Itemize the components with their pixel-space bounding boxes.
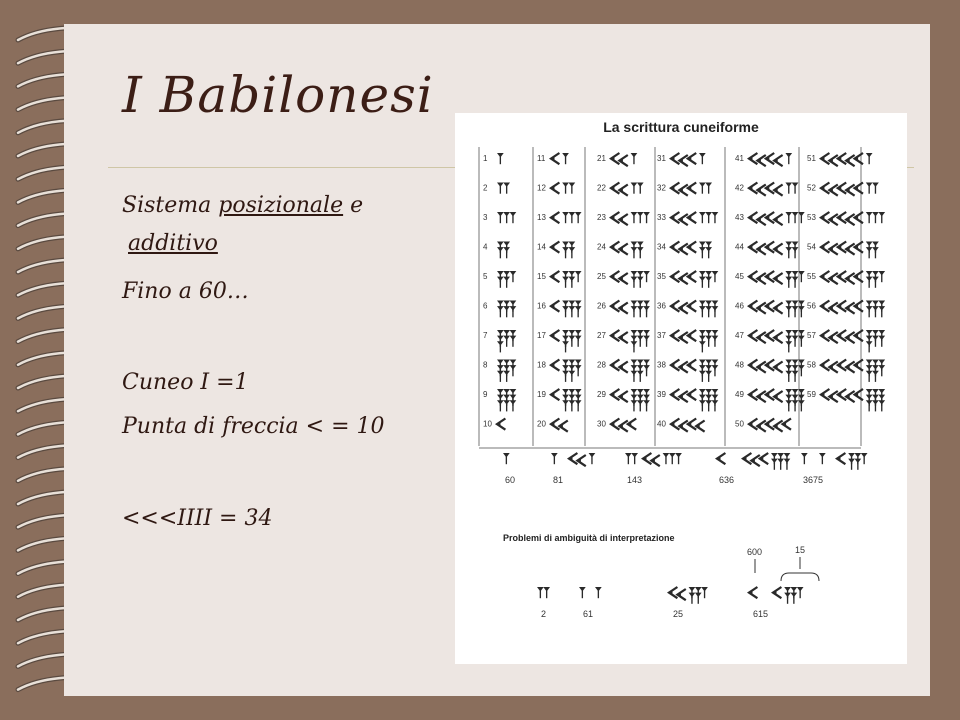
example-label: 3675	[803, 475, 824, 485]
table-number-label: 24	[597, 242, 606, 252]
cuneiform-glyph-47	[749, 330, 805, 352]
ambiguity-glyph-2	[537, 587, 550, 598]
cuneiform-glyph-42	[749, 183, 798, 196]
table-number-label: 43	[735, 213, 744, 222]
cuneiform-glyph-37	[671, 330, 718, 352]
table-number-label: 10	[483, 419, 492, 429]
table-number-label: 2	[483, 183, 488, 193]
cuneiform-table	[455, 113, 907, 664]
cuneiform-glyph-19	[551, 389, 582, 411]
table-number-label: 17	[537, 331, 546, 340]
ambiguity-glyph-25	[669, 587, 708, 604]
cuneiform-glyph-33	[671, 212, 718, 225]
cuneiform-glyph-55	[821, 271, 885, 288]
table-number-label: 28	[597, 360, 606, 370]
cuneiform-glyph-30	[611, 419, 636, 432]
cuneiform-glyph-20	[551, 419, 568, 432]
example-glyph-60	[503, 453, 510, 464]
cuneiform-glyph-29	[611, 389, 650, 411]
cuneiform-glyph-26	[611, 301, 650, 318]
cuneiform-figure	[455, 113, 907, 664]
table-number-label: 35	[657, 272, 666, 281]
cuneiform-glyph-44	[749, 242, 798, 259]
cuneiform-glyph-23	[611, 212, 650, 225]
table-number-label: 8	[483, 360, 488, 370]
cuneiform-glyph-10	[497, 419, 505, 430]
cuneiform-glyph-59	[821, 389, 885, 411]
ambiguity-label: 61	[583, 609, 594, 619]
table-number-label: 39	[657, 390, 666, 399]
table-number-label: 31	[657, 154, 666, 163]
table-number-label: 12	[537, 183, 546, 193]
cuneiform-glyph-48	[749, 360, 805, 382]
body-line-2: additivo	[128, 231, 218, 256]
cuneiform-glyph-1	[497, 153, 504, 164]
cuneiform-glyph-43	[749, 212, 805, 225]
cuneiform-glyph-14	[551, 242, 575, 259]
table-number-label: 48	[735, 360, 744, 370]
table-number-label: 11	[537, 154, 546, 163]
table-number-label: 19	[537, 390, 546, 399]
table-number-label: 29	[597, 390, 606, 399]
table-number-label: 57	[807, 331, 816, 340]
ambiguity-label: 25	[673, 609, 684, 619]
table-number-label: 25	[597, 272, 606, 281]
cuneiform-glyph-45	[749, 271, 805, 288]
body-line-3: Fino a 60…	[122, 279, 249, 304]
table-number-label: 30	[597, 419, 606, 429]
table-number-label: 40	[657, 419, 666, 429]
table-number-label: 36	[657, 301, 666, 311]
table-number-label: 58	[807, 360, 816, 370]
cuneiform-glyph-9	[497, 389, 516, 411]
example-glyph-3675	[801, 453, 868, 470]
slide-title: I Babilonesi	[122, 66, 434, 124]
cuneiform-glyph-57	[821, 330, 885, 352]
table-number-label: 13	[537, 213, 546, 222]
cuneiform-glyph-4	[497, 242, 510, 259]
example-label: 636	[719, 475, 735, 485]
cuneiform-glyph-32	[671, 183, 712, 196]
cuneiform-glyph-41	[749, 153, 792, 166]
table-number-label: 9	[483, 390, 488, 399]
table-number-label: 46	[735, 301, 744, 311]
cuneiform-glyph-54	[821, 242, 879, 259]
cuneiform-glyph-13	[551, 212, 582, 223]
cuneiform-glyph-51	[821, 153, 873, 166]
table-number-label: 18	[537, 360, 546, 370]
cuneiform-glyph-31	[671, 153, 706, 166]
table-number-label: 42	[735, 183, 744, 193]
table-number-label: 37	[657, 331, 666, 340]
cuneiform-glyph-52	[821, 183, 879, 196]
table-number-label: 34	[657, 242, 666, 252]
cuneiform-glyph-17	[551, 330, 582, 352]
table-number-label: 41	[735, 154, 744, 163]
cuneiform-glyph-49	[749, 389, 805, 411]
cuneiform-glyph-21	[611, 153, 637, 166]
cuneiform-glyph-6	[497, 301, 516, 318]
cuneiform-glyph-53	[821, 212, 885, 225]
cuneiform-glyph-38	[671, 360, 718, 382]
cuneiform-glyph-3	[497, 212, 516, 223]
table-number-label: 33	[657, 213, 666, 222]
annotation-bracket	[781, 573, 819, 581]
cuneiform-glyph-35	[671, 271, 718, 288]
table-number-label: 27	[597, 331, 606, 340]
table-number-label: 49	[735, 390, 744, 399]
body-line-6: <<<IIII = 34	[122, 506, 273, 531]
body-line-1: Sistema posizionale e	[122, 193, 364, 218]
table-number-label: 21	[597, 154, 606, 163]
cuneiform-glyph-22	[611, 183, 644, 196]
figure-title: La scrittura cuneiforme	[603, 119, 759, 135]
example-label: 81	[553, 475, 564, 485]
ambiguity-title: Problemi di ambiguità di interpretazione	[503, 533, 675, 543]
cuneiform-glyph-28	[611, 360, 650, 382]
table-number-label: 3	[483, 213, 488, 222]
table-number-label: 4	[483, 242, 488, 252]
table-number-label: 45	[735, 272, 744, 281]
annotation-600: 600	[747, 547, 763, 557]
ambiguity-glyph-615	[749, 587, 804, 604]
cuneiform-glyph-36	[671, 301, 718, 318]
table-number-label: 5	[483, 272, 488, 281]
cuneiform-glyph-7	[497, 330, 516, 352]
table-number-label: 54	[807, 242, 816, 252]
ambiguity-glyph-61	[579, 587, 602, 598]
cuneiform-glyph-24	[611, 242, 644, 259]
table-number-label: 53	[807, 213, 816, 222]
example-glyph-636	[717, 453, 790, 470]
table-number-label: 6	[483, 301, 488, 311]
cuneiform-glyph-16	[551, 301, 582, 318]
cuneiform-glyph-50	[749, 419, 791, 432]
table-number-label: 15	[537, 272, 546, 281]
table-number-label: 47	[735, 331, 744, 340]
table-number-label: 51	[807, 154, 816, 163]
table-number-label: 23	[597, 213, 606, 222]
example-label: 60	[505, 475, 516, 485]
table-number-label: 38	[657, 360, 666, 370]
body-line-4: Cuneo I =1	[122, 370, 249, 395]
table-number-label: 50	[735, 419, 744, 429]
table-number-label: 44	[735, 242, 744, 252]
cuneiform-glyph-5	[497, 271, 516, 288]
ambiguity-label: 2	[541, 609, 547, 619]
cuneiform-glyph-27	[611, 330, 650, 352]
table-number-label: 56	[807, 301, 816, 311]
cuneiform-glyph-40	[671, 419, 705, 432]
ambiguity-label: 615	[753, 609, 769, 619]
cuneiform-glyph-34	[671, 242, 712, 259]
table-number-label: 1	[483, 154, 488, 163]
example-glyph-143	[625, 453, 682, 466]
cuneiform-glyph-11	[551, 153, 569, 164]
example-label: 143	[627, 475, 643, 485]
cuneiform-glyph-46	[749, 301, 805, 318]
table-number-label: 26	[597, 301, 606, 311]
cuneiform-glyph-58	[821, 360, 885, 382]
cuneiform-glyph-25	[611, 271, 650, 288]
table-number-label: 52	[807, 183, 816, 193]
cuneiform-glyph-15	[551, 271, 582, 288]
cuneiform-glyph-12	[551, 183, 575, 194]
example-glyph-81	[551, 453, 595, 466]
table-number-label: 59	[807, 390, 816, 399]
cuneiform-glyph-39	[671, 389, 718, 411]
body-line-5: Punta di freccia < = 10	[122, 414, 385, 439]
table-number-label: 20	[537, 419, 546, 429]
table-number-label: 55	[807, 272, 816, 281]
cuneiform-glyph-8	[497, 360, 516, 382]
table-number-label: 16	[537, 301, 546, 311]
cuneiform-glyph-56	[821, 301, 885, 318]
cuneiform-glyph-2	[497, 183, 510, 194]
annotation-15: 15	[795, 545, 806, 555]
table-number-label: 7	[483, 331, 488, 340]
cuneiform-glyph-18	[551, 360, 582, 382]
table-number-label: 14	[537, 242, 546, 252]
table-number-label: 32	[657, 183, 666, 193]
table-number-label: 22	[597, 183, 606, 193]
